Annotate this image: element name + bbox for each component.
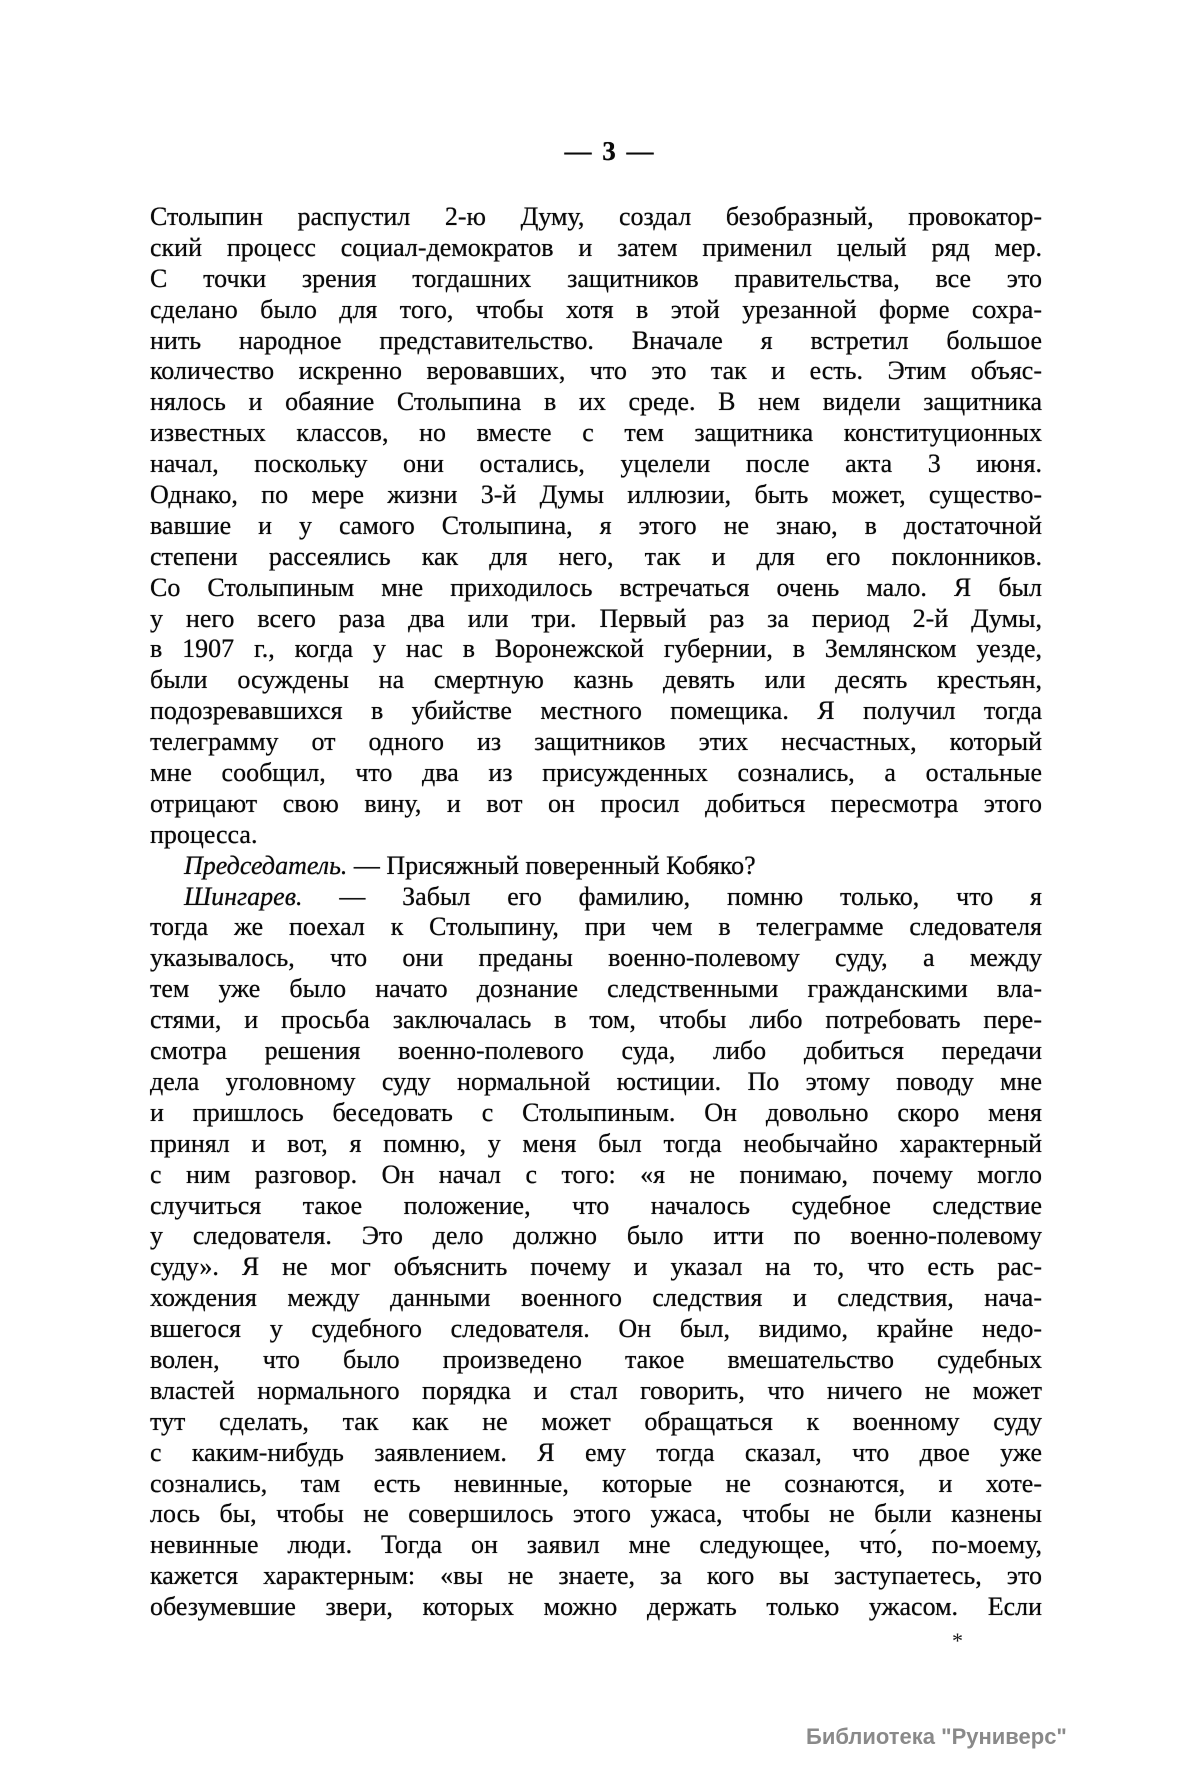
text-line: обезумевшие звери, которых можно держать только ужасом. Если bbox=[150, 1592, 1042, 1622]
text-line: количество искренно веровавших, что это так и есть. Этим объяс- bbox=[150, 356, 1042, 386]
library-watermark: Библиотека "Руниверс" bbox=[806, 1724, 1067, 1749]
text-line: подозревавшихся в убийстве местного помещика. Я получил тогда bbox=[150, 696, 1042, 726]
footnote-asterisk: * bbox=[952, 1628, 963, 1653]
speaker-name: Шингарев. bbox=[184, 881, 303, 911]
text-line: с ним разговор. Он начал с того: «я не понимаю, почему могло bbox=[150, 1159, 1042, 1189]
text-line: нить народное представительство. Вначале я встретил большое bbox=[150, 325, 1042, 355]
text-line: тогда же поехал к Столыпину, при чем в телеграмме следователя bbox=[150, 912, 1042, 942]
text-line: принял и вот, я помню, у меня был тогда необычайно характерный bbox=[150, 1128, 1042, 1158]
text-line: смотра решения военно-полевого суда, либо добиться передачи bbox=[150, 1036, 1042, 1066]
text-line: процесса. bbox=[150, 819, 258, 849]
text-line: хождения между данными военного следствия и следствия, нача- bbox=[150, 1283, 1042, 1313]
text-line: лось бы, чтобы не совершилось этого ужаса, чтобы не были казнены bbox=[150, 1499, 1042, 1529]
text-line: тут сделать, так как не может обращаться к военному суду bbox=[150, 1406, 1042, 1436]
text-line: были осуждены на смертную казнь девять или десять крестьян, bbox=[150, 665, 1042, 695]
text-line: Шингарев. — Забыл его фамилию, помню только, что я bbox=[184, 881, 1042, 911]
text-line: у него всего раза два или три. Первый раз за период 2-й Думы, bbox=[150, 603, 1042, 633]
text-line: с каким-нибудь заявлением. Я ему тогда сказал, что двое уже bbox=[150, 1437, 1042, 1467]
text-line: Однако, по мере жизни 3-й Думы иллюзии, быть может, существо- bbox=[150, 480, 1042, 510]
text-line: телеграмму от одного из защитников этих несчастных, который bbox=[150, 727, 1042, 757]
text-line: Со Столыпиным мне приходилось встречаться очень мало. Я был bbox=[150, 572, 1042, 602]
text-line: дела уголовному суду нормальной юстиции. По этому поводу мне bbox=[150, 1066, 1042, 1096]
text-line: властей нормального порядка и стал говорить, что ничего не может bbox=[150, 1375, 1042, 1405]
text-line: стями, и просьба заключалась в том, чтобы либо потребовать пере- bbox=[150, 1005, 1042, 1035]
text-line: отрицают свою вину, и вот он просил добиться пересмотра этого bbox=[150, 788, 1042, 818]
text-line: вшегося у судебного следователя. Он был, видимо, крайне недо- bbox=[150, 1314, 1042, 1344]
text-line: вавшие и у самого Столыпина, я этого не знаю, в достаточной bbox=[150, 510, 1042, 540]
text-line: кажется характерным: «вы не знаете, за кого вы заступаетесь, это bbox=[150, 1561, 1042, 1591]
text-line: Столыпин распустил 2-ю Думу, создал безобразный, провокатор- bbox=[150, 202, 1042, 231]
text-line: у следователя. Это дело должно было итти по военно-полевому bbox=[150, 1221, 1042, 1251]
text-line: степени рассеялись как для него, так и для его поклонников. bbox=[150, 541, 1042, 571]
text-line: начал, поскольку они остались, уцелели после акта 3 июня. bbox=[150, 449, 1042, 479]
text-line: невинные люди. Тогда он заявил мне следующее, что́, по-моему, bbox=[150, 1530, 1042, 1560]
page-number: — 3 — bbox=[564, 136, 656, 166]
text-line: С точки зрения тогдашних защитников правительства, все это bbox=[150, 263, 1042, 293]
text-line: волен, что было произведено такое вмешательство судебных bbox=[150, 1344, 1042, 1374]
text-line: ский процесс социал-демократов и затем применил целый ряд мер. bbox=[150, 232, 1042, 262]
body-text bbox=[150, 202, 1042, 1623]
text-line: Председатель. — Присяжный поверенный Кобяко? bbox=[184, 850, 756, 880]
speaker-name: Председатель. bbox=[184, 850, 348, 880]
text-line: сделано было для того, чтобы хотя в этой урезанной форме сохра- bbox=[150, 294, 1042, 324]
text-line: сознались, там есть невинные, которые не сознаются, и хоте- bbox=[150, 1468, 1042, 1498]
text-line: мне сообщил, что два из присужденных сознались, а остальные bbox=[150, 758, 1042, 788]
text-line: в 1907 г., когда у нас в Воронежской губернии, в Землянском уезде, bbox=[150, 634, 1042, 664]
text-line: случиться такое положение, что началось судебное следствие bbox=[150, 1190, 1042, 1220]
text-line: и пришлось беседовать с Столыпиным. Он довольно скоро меня bbox=[150, 1097, 1042, 1127]
text-line: указывалось, что они преданы военно-полевому суду, а между bbox=[150, 943, 1042, 973]
text-line: известных классов, но вместе с тем защитника конституционных bbox=[150, 418, 1042, 448]
text-line: нялось и обаяние Столыпина в их среде. В нем видели защитника bbox=[150, 387, 1042, 417]
text-line: тем уже было начато дознание следственными гражданскими вла- bbox=[150, 974, 1042, 1004]
text-line: суду». Я не мог объяснить почему и указал на то, что есть рас- bbox=[150, 1252, 1042, 1282]
